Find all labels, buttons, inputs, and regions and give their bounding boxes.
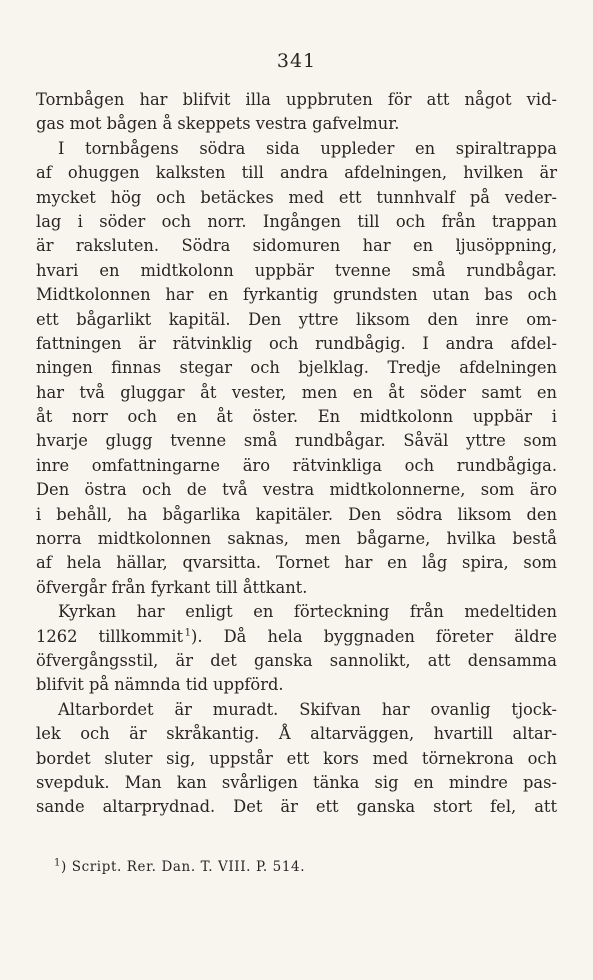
text-line: inre omfattningarne äro rätvinkliga och rundbågiga. xyxy=(36,455,557,475)
text-line-with-note xyxy=(36,625,557,649)
text-line: lek och är skråkantig. Å altarväggen, hvartill altar- xyxy=(36,724,557,744)
note-line-start: 1262 tillkommit xyxy=(36,626,183,646)
text-line: lag i söder och norr. Ingången till och från trappan xyxy=(36,211,557,231)
text-line: har två gluggar åt vester, men en åt söder samt en xyxy=(36,382,557,402)
text-line: Kyrkan har enligt en förteckning från medeltiden xyxy=(58,602,557,622)
text-line: sande altarprydnad. Det är ett ganska stort fel, att xyxy=(36,797,557,817)
text-line: norra midtkolonnen saknas, men bågarne, hvilka bestå xyxy=(36,529,557,549)
text-line: mycket hög och betäckes med ett tunnhvalf på veder- xyxy=(36,187,557,207)
text-line: öfvergår från fyrkant till åttkant. xyxy=(36,577,308,597)
text-line: ningen finnas stegar och bjelklag. Tredje afdelningen xyxy=(36,358,557,378)
text-line: I tornbågens södra sida uppleder en spiraltrappa xyxy=(58,138,557,158)
footnote xyxy=(54,859,305,875)
note-line-end: ). Då hela byggnaden företer äldre xyxy=(191,626,557,646)
text-line: Altarbordet är muradt. Skifvan har ovanlig tjock- xyxy=(58,699,557,719)
text-line: af ohuggen kalksten till andra afdelningen, hvilken är xyxy=(36,163,557,183)
footnote-text: ) Script. Rer. Dan. T. VIII. P. 514. xyxy=(60,859,306,875)
footnote-reference: 1 xyxy=(184,627,191,639)
text-line: Den östra och de två vestra midtkolonnerne, som äro xyxy=(36,480,557,500)
text-line: Midtkolonnen har en fyrkantig grundsten utan bas och xyxy=(36,285,557,305)
text-line: af hela hällar, qvarsitta. Tornet har en låg spira, som xyxy=(36,553,557,573)
text-line: Tornbågen har blifvit illa uppbruten för att något vid- xyxy=(36,90,557,109)
body-text xyxy=(36,88,557,820)
text-line: hvarje glugg tvenne små rundbågar. Såväl yttre som xyxy=(36,431,557,451)
text-line: åt norr och en åt öster. En midtkolonn uppbär i xyxy=(36,407,557,427)
text-line: blifvit på nämnda tid uppförd. xyxy=(36,675,284,695)
text-line: ett bågarlikt kapitäl. Den yttre liksom den inre om- xyxy=(36,309,557,329)
footnote-marker: 1 xyxy=(54,857,61,869)
text-line: är raksluten. Södra sidomuren har en ljusöppning, xyxy=(36,236,557,256)
text-line: i behåll, ha bågarlika kapitäler. Den södra liksom den xyxy=(36,504,557,524)
text-line: gas mot bågen å skeppets vestra gafvelmur. xyxy=(36,114,400,134)
text-line: svepduk. Man kan svårligen tänka sig en mindre pas- xyxy=(36,772,557,792)
text-line: öfvergångsstil, är det ganska sannolikt, att densamma xyxy=(36,650,557,670)
text-line: fattningen är rätvinklig och rundbågig. I andra afdel- xyxy=(36,333,557,353)
text-line: hvari en midtkolonn uppbär tvenne små rundbågar. xyxy=(36,260,557,280)
page-number: 341 xyxy=(276,50,317,72)
text-line: bordet sluter sig, uppstår ett kors med törnekrona och xyxy=(36,748,557,768)
